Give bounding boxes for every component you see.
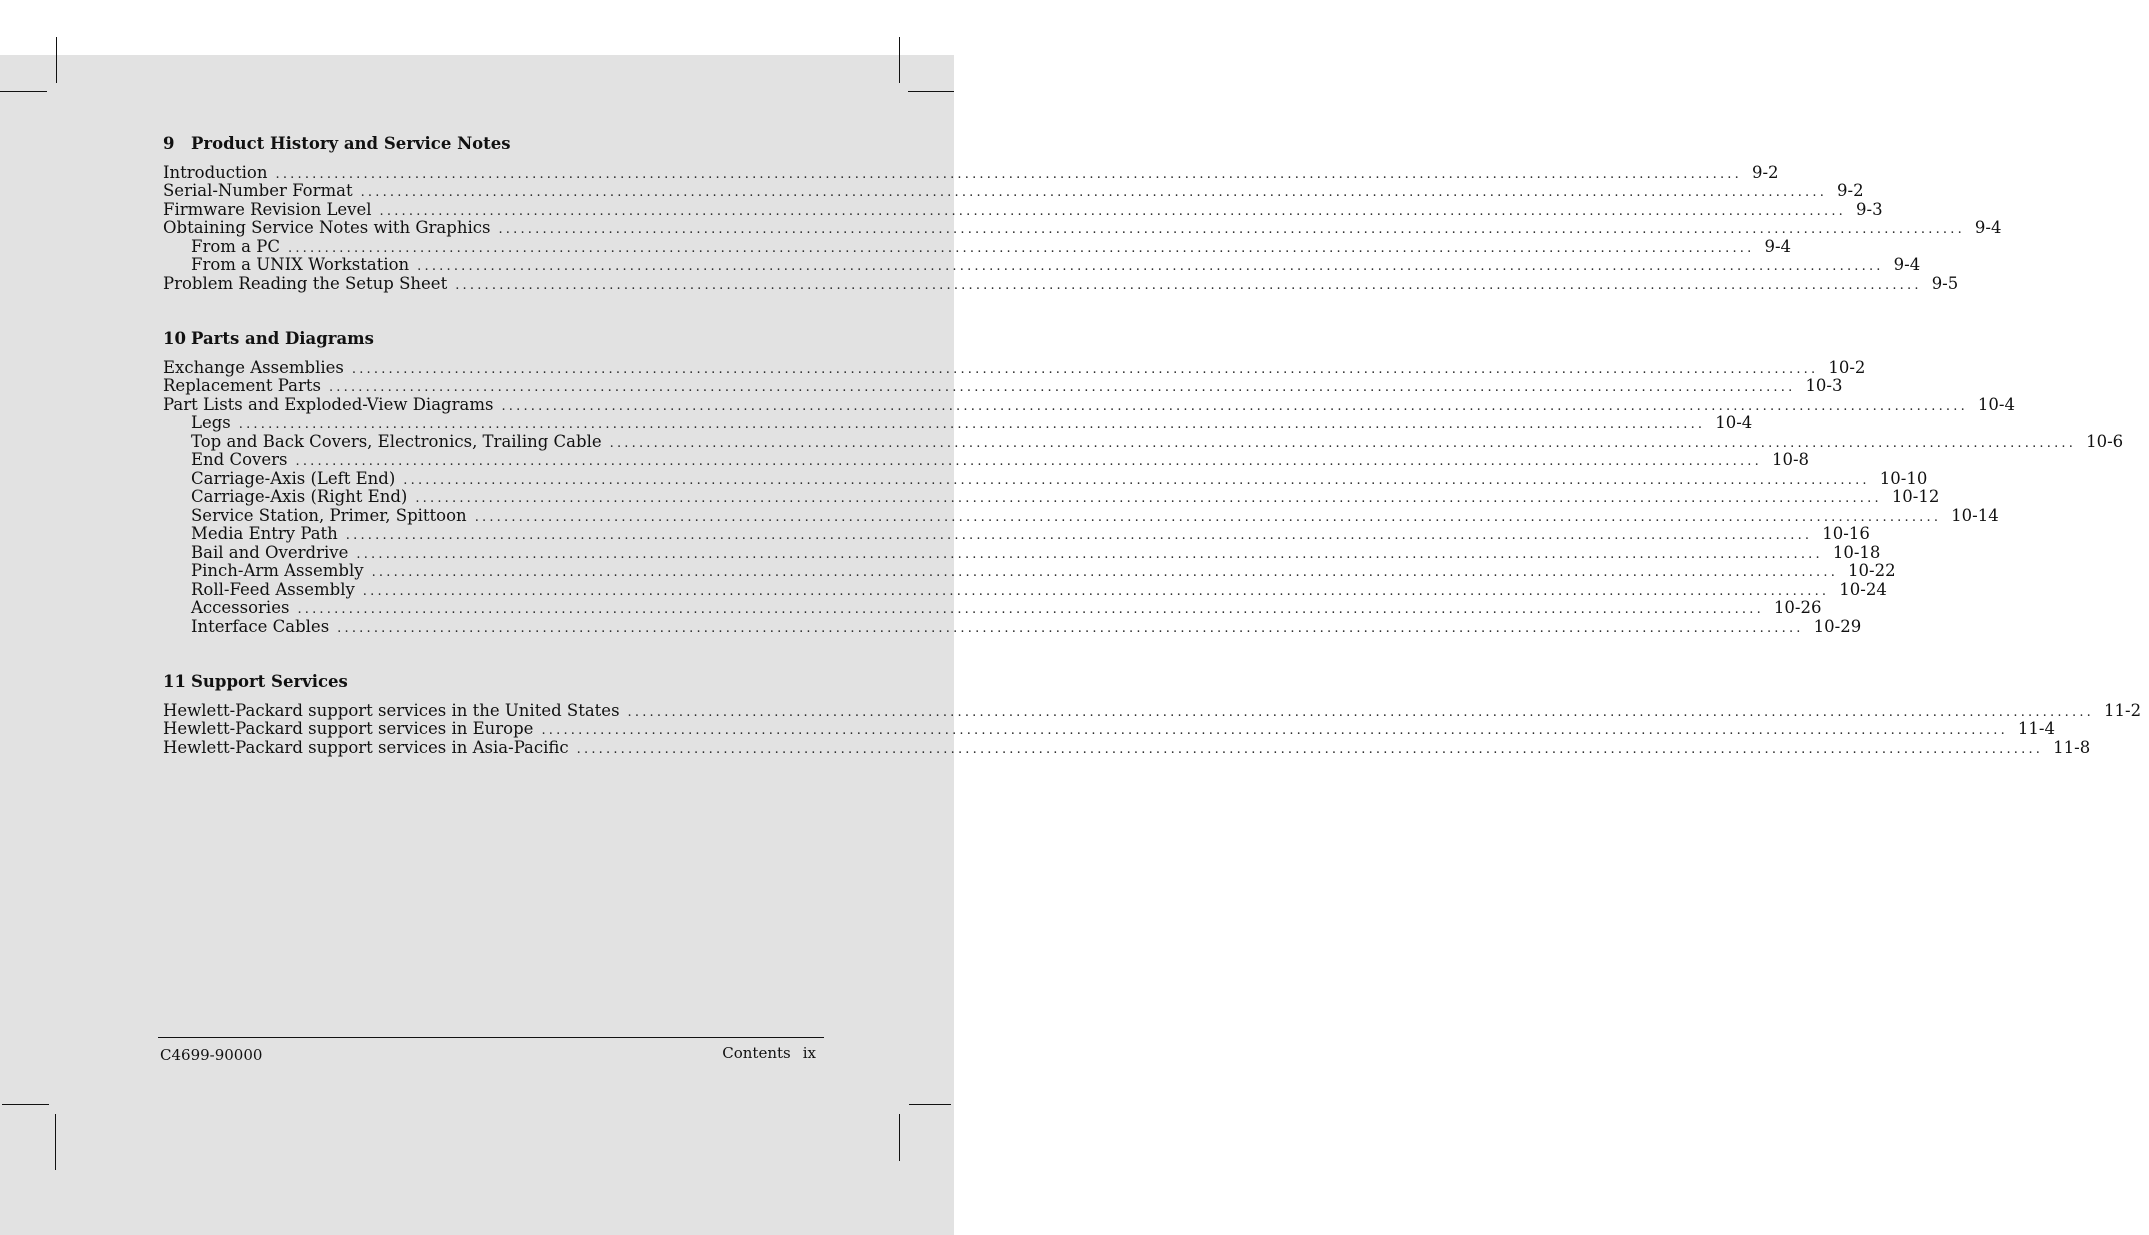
chapter-heading[interactable] — [163, 135, 823, 154]
toc-entry-label: Carriage-Axis (Left End) — [191, 468, 396, 488]
dot-leader: ........................................................................................................................................................................................................ — [287, 240, 1755, 256]
toc-entry[interactable] — [163, 719, 2055, 739]
toc-entry-page: 10-4 — [1715, 413, 1753, 432]
toc-entry[interactable] — [163, 468, 1928, 489]
toc-entry-label: Service Station, Primer, Spittoon — [191, 505, 467, 525]
toc-entry[interactable] — [163, 561, 1896, 581]
toc-entry-page: 10-24 — [1839, 579, 1887, 599]
dot-leader: ........................................................................................................................................................................................................ — [474, 509, 1942, 525]
toc-entry[interactable] — [163, 737, 2091, 758]
crop-mark-top-left-horizontal — [0, 91, 47, 92]
toc-entry-label: Legs — [191, 413, 231, 432]
toc-entry[interactable] — [163, 255, 1921, 275]
toc-entry[interactable] — [163, 236, 1792, 257]
toc-entry-label: Accessories — [191, 598, 290, 617]
dot-leader: ........................................................................................................................................................................................................ — [295, 454, 1762, 469]
toc-entry-page: 10-14 — [1951, 505, 1999, 525]
toc-entry[interactable] — [163, 162, 1779, 183]
toc-entry-page: 9-4 — [1974, 218, 2002, 237]
toc-entry-page: 10-8 — [1771, 450, 1810, 469]
chapter-heading[interactable] — [163, 330, 823, 349]
toc-entry-page: 11-2 — [2104, 700, 2142, 720]
chapter-title: Parts and Diagrams — [191, 329, 374, 348]
dot-leader: ........................................................................................................................................................................................................ — [541, 723, 2008, 738]
dot-leader: ........................................................................................................................................................................................................ — [415, 491, 1882, 506]
chapter-number: 10 — [163, 329, 186, 348]
chapter-number: 11 — [163, 672, 186, 691]
toc-entry[interactable] — [163, 700, 2142, 721]
dot-leader: ........................................................................................................................................................................................................ — [417, 259, 1884, 274]
toc-entry[interactable] — [163, 413, 1753, 433]
toc-entry-label: Roll-Feed Assembly — [191, 579, 355, 599]
toc-entry[interactable] — [163, 273, 1959, 294]
crop-mark-bottom-left-vertical — [55, 1114, 56, 1170]
dot-leader: ........................................................................................................................................................................................................ — [362, 583, 1830, 599]
crop-mark-top-right-horizontal — [908, 91, 954, 92]
footer-page-number: ix — [802, 1044, 816, 1062]
dot-leader: ........................................................................................................................................................................................................ — [328, 380, 1796, 395]
dot-leader: ........................................................................................................................................................................................................ — [403, 472, 1870, 488]
footer-rule — [158, 1037, 824, 1038]
dot-leader: ........................................................................................................................................................................................................ — [379, 203, 1847, 219]
dot-leader: ........................................................................................................................................................................................................ — [297, 602, 1764, 617]
toc-entry-page: 10-6 — [2086, 431, 2124, 451]
toc-entry-page: 10-2 — [1828, 357, 1866, 377]
toc-entry-label: From a PC — [191, 236, 280, 256]
toc-entry-page: 10-3 — [1805, 376, 1843, 395]
toc-entry[interactable] — [163, 505, 1999, 526]
table-of-contents — [163, 134, 2142, 794]
toc-entry[interactable] — [163, 181, 1864, 201]
toc-entry-label: Serial-Number Format — [163, 181, 353, 200]
dot-leader: ........................................................................................................................................................................................................ — [275, 166, 1742, 182]
toc-entry-page: 11-8 — [2053, 737, 2091, 757]
toc-entry-page: 10-16 — [1822, 524, 1870, 543]
toc-entry-page: 10-18 — [1832, 542, 1881, 562]
footer-section: Contents — [722, 1044, 791, 1062]
toc-entry[interactable] — [163, 450, 1810, 470]
chapter-heading[interactable] — [163, 673, 823, 692]
toc-entry-label: From a UNIX Workstation — [191, 255, 410, 274]
toc-entry-label: Hewlett-Packard support services in Asia-Pacific — [163, 737, 569, 757]
toc-entry[interactable] — [163, 487, 1940, 507]
toc-entry-page: 9-3 — [1856, 199, 1883, 219]
dot-leader: ........................................................................................................................................................................................................ — [455, 277, 1922, 293]
footer-part-number: C4699-90000 — [160, 1046, 263, 1064]
toc-entry-label: Bail and Overdrive — [191, 542, 349, 562]
toc-entry[interactable] — [163, 357, 1866, 378]
dot-leader: ........................................................................................................................................................................................................ — [576, 741, 2044, 757]
crop-mark-top-left-vertical — [56, 37, 57, 83]
toc-entry[interactable] — [163, 376, 1843, 396]
dot-leader: ........................................................................................................................................................................................................ — [501, 398, 1968, 414]
toc-entry-page: 9-5 — [1931, 273, 1959, 293]
toc-entry-label: Carriage-Axis (Right End) — [191, 487, 408, 506]
toc-chapter — [163, 672, 2142, 757]
toc-entry-label: End Covers — [191, 450, 288, 469]
dot-leader: ........................................................................................................................................................................................................ — [337, 620, 1804, 636]
toc-entry-label: Introduction — [163, 162, 268, 182]
chapter-title: Product History and Service Notes — [191, 134, 511, 153]
chapter-title: Support Services — [191, 672, 348, 691]
toc-entry-label: Obtaining Service Notes with Graphics — [163, 218, 491, 237]
toc-entry-page: 9-2 — [1837, 181, 1864, 200]
toc-entry[interactable] — [163, 394, 2015, 415]
toc-entry-label: Pinch-Arm Assembly — [191, 561, 364, 580]
dot-leader: ........................................................................................................................................................................................................ — [627, 704, 2095, 720]
crop-mark-bottom-left-horizontal — [2, 1104, 49, 1105]
toc-entry[interactable] — [163, 598, 1822, 618]
toc-entry-page: 10-4 — [1977, 394, 2015, 414]
toc-entry-page: 9-2 — [1751, 162, 1779, 182]
toc-entry-label: Replacement Parts — [163, 376, 321, 395]
crop-mark-bottom-right-vertical — [899, 1114, 900, 1161]
crop-mark-top-right-vertical — [899, 37, 900, 83]
footer-page-label — [700, 1044, 816, 1062]
toc-entry[interactable] — [163, 542, 1881, 563]
crop-mark-bottom-right-horizontal — [909, 1104, 951, 1105]
dot-leader: ........................................................................................................................................................................................................ — [360, 185, 1828, 200]
dot-leader: ........................................................................................................................................................................................................ — [356, 546, 1823, 562]
dot-leader: ........................................................................................................................................................................................................ — [238, 417, 1706, 432]
toc-entry[interactable] — [163, 199, 1883, 220]
dot-leader: ........................................................................................................................................................................................................ — [371, 565, 1839, 580]
toc-entry-label: Interface Cables — [191, 616, 330, 636]
toc-entry-label: Problem Reading the Setup Sheet — [163, 273, 448, 293]
toc-entry-label: Hewlett-Packard support services in the United States — [163, 700, 620, 720]
toc-chapter — [163, 134, 2002, 293]
toc-entry-page: 10-29 — [1813, 616, 1862, 636]
toc-entry-page: 10-26 — [1773, 598, 1822, 617]
dot-leader: ........................................................................................................................................................................................................ — [351, 361, 1819, 377]
toc-chapter — [163, 329, 2124, 636]
toc-entry-page: 10-10 — [1879, 468, 1928, 488]
toc-entry[interactable] — [163, 431, 2124, 452]
toc-entry-page: 9-4 — [1893, 255, 1921, 274]
chapter-number: 9 — [163, 134, 175, 153]
toc-entry-page: 9-4 — [1764, 236, 1792, 256]
toc-entry-label: Part Lists and Exploded-View Diagrams — [163, 394, 494, 414]
toc-entry[interactable] — [163, 616, 1862, 637]
dot-leader: ........................................................................................................................................................................................................ — [345, 528, 1813, 543]
toc-entry[interactable] — [163, 524, 1870, 544]
dot-leader: ........................................................................................................................................................................................................ — [498, 222, 1965, 237]
toc-entry[interactable] — [163, 218, 2002, 238]
toc-entry-page: 11-4 — [2017, 719, 2055, 738]
toc-entry[interactable] — [163, 579, 1887, 600]
toc-entry-page: 10-12 — [1891, 487, 1940, 506]
toc-entry-label: Firmware Revision Level — [163, 199, 372, 219]
toc-entry-page: 10-22 — [1848, 561, 1896, 580]
toc-entry-label: Top and Back Covers, Electronics, Trailing Cable — [191, 431, 602, 451]
toc-entry-label: Exchange Assemblies — [163, 357, 344, 377]
toc-entry-label: Hewlett-Packard support services in Europe — [163, 719, 534, 738]
toc-entry-label: Media Entry Path — [191, 524, 338, 543]
dot-leader: ........................................................................................................................................................................................................ — [609, 435, 2077, 451]
